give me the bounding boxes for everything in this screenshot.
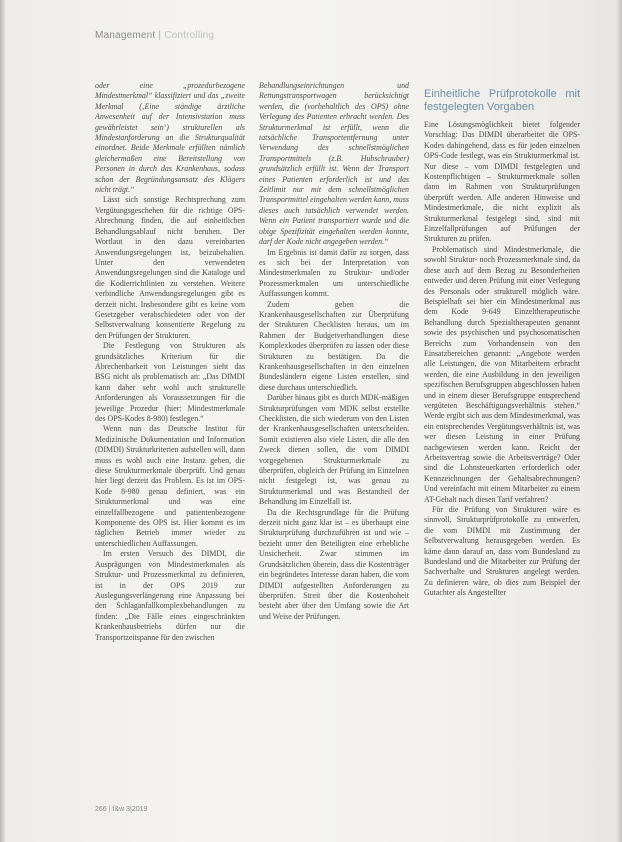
paragraph: Zudem geben die Krankenhausgesellschaften zur Überprüfung der Strukturen Checklisten heraus, um im Rahmen der Budgetverhandlungen diese Komplexkodes überprüfen zu lassen oder diese Strukturen zu bestätigen. Da die Krankenhausgesellschaften in den einzelnen Bundesländern eigene Listen erstellen, sind diese durchaus unterschiedlich. bbox=[259, 299, 409, 392]
paragraph: Behandlungseinrichtungen und Rettungstransportwagen berücksichtigt werden, die (vorbehaltlich des OPS) ohne Verlegung des Patienten erbracht werden. Des Strukturmerkmal ist erfüllt, wenn die tatsächliche Transportentfernung unter Verwendung des schnellstmöglichen Transportmittels (z.B. Hubschrauber) grundsätzlich erfüllt ist. Wenn der Transport eines Patienten erforderlich ist und das Zeitlimit nur mit dem schnellstmöglichen Transportmittel eingehalten werden kann, muss dieses auch tatsächlich verwendet werden. Wenn ein Patient transportiert wurde und die obige Spezifizität eingehalten werden konnte, darf der Kode nicht angegeben werden.“ bbox=[259, 81, 409, 247]
section-heading: Einheitliche Prüfprotokolle mit festgelegten Vorgaben bbox=[424, 88, 580, 113]
text-column-2 bbox=[259, 81, 409, 631]
header-section: Management bbox=[95, 30, 156, 41]
paragraph: Die Festlegung von Strukturen als grundsätzliches Kriterium für die Abrechenbarkeit von Leistungen sieht das BSG nicht als problematisch an: „Das DIMDI kann daher sehr wohl auch strukturelle Anforderungen als Voraussetzungen für die jeweilige Prozedur (hier: Mindestmerkmale des OPS-Kodes 8-980) festlegen.“ bbox=[95, 341, 245, 423]
paragraph: Lässt sich sonstige Rechtsprechung zum Vergütungsgeschehen für die richtige OPS-Abrechnung finden, die auf einheitlichen Behandlungsablauf nicht beruhen. Der Wortlaut in den dazu vereinbarten Anwendungsregelungen ist, beizubehalten. Unter den verwendeten Anwendungsregelungen sind die Kataloge und die Kodierrichtlinien zu verstehen. Weitere verbindliche Anwendungsregelungen gibt es derzeit nicht. Insbesondere gibt es keine vom Gesetzgeber verabschiedeten oder von der Selbstverwaltung konsentierte Regelung zu den Prüfungen der Strukturen. bbox=[95, 195, 245, 340]
paragraph: Problematisch sind Mindestmerkmale, die sowohl Struktur- noch Prozessmerkmale sind, da diese auch auf dem Bezug zu Besonderheiten entweder und deren Prüfung mit einer Verlegung des Personals oder strukturell möglich wäre. Beispielhaft sei hier ein Mindestmerkmal aus dem Kode 9-649 Einzeltherapeutische Behandlung durch Spezialtherapeuten genannt sowie des psychischen und psychosomatischen Bereichs zum Vorhandensein von den Einsatzbereichen genannt: „Angebote werden alle Leistungen, die von Mitarbeitern erbracht werden, die eine Ausbildung in den jeweiligen spezifischen Berufsgruppen abgeschlossen haben und in einem dieser Berufsgruppe entsprechend vergüteten Beschäftigungsverhältnis stehen.“ Werde ergibt sich aus dem Mindestmerkmal, was ein entsprechendes Vergütungsverhältnis ist, was wer diesen Leistung in einer Prüfung nachgewiesen werden kann. Reicht der Arbeitsvertrag sowie die Arbeitsverträge? Oder sind die Lohnsteuerkarten erforderlich oder Kennzeichnungen der Gehaltsabrechnungen? Und vereinfacht mit einem Mitarbeiter zu einem AT-Gehalt nach diesen Tarif verfahren? bbox=[424, 244, 580, 504]
paragraph: Für die Prüfung von Strukturen wäre es sinnvoll, Strukturprüfprotokolle zu entwerfen, die vom DIMDI mit Zustimmung der Selbstverwaltung herausgegeben werden. Es käme dann darauf an, dass vom Bundesland zu Bundesland und die Mitarbeiter zur Prüfung der Sachverhalte und Strukturen angelegt werden. Zu definieren wäre, ob dies zum Beispiel der Gutachter als Angestellter bbox=[424, 505, 580, 598]
journal-name: f&w 3|2019 bbox=[112, 806, 148, 813]
paragraph: Im Ergebnis ist damit dafür zu sorgen, dass es sich bei der Interpretation von Mindestmerkmalen zu Struktur- und/oder Prozessmerkmalen um unterschiedliche Auffassungen kommt. bbox=[259, 247, 409, 299]
text-column-1 bbox=[95, 81, 245, 789]
page-left-shadow bbox=[0, 0, 6, 842]
paragraph: Da die Rechtsgrundlage für die Prüfung derzeit nicht ganz klar ist – es überhaupt eine Strukturprüfung durchzuführen ist und wie – bezieht unter den Beteiligten eine erhebliche Unsicherheit. Zwar stimmen im Grundsätzlichen überein, dass die Kostenträger ein begründetes Interesse daran haben, die vom DIMDI aufgestellten Anforderungen zu überprüfen. Streit über die Kostenhoheit besteht aber über den Umfang sowie die Art und Weise der Prüfungen. bbox=[259, 507, 409, 621]
text-column-3 bbox=[424, 88, 580, 788]
header-subsection: Controlling bbox=[164, 30, 215, 41]
paragraph: Darüber hinaus gibt es durch MDK-mäßigen Strukturprüfungen vom MDK selbst erstellte Checklisten, die sich wiederum von den Listen der Krankenhausgesellschaften unterscheiden. Somit existieren also viele Listen, die alle den Zweck dienen sollen, die vom DIMDI vorgegebenen Strukturmerkmale zu überprüfen, obgleich der Prüfung im Einzelnen nicht festgelegt ist, was genau zu Strukturmerkmal und was Bestandteil der Behandlung im Einzelfall ist. bbox=[259, 393, 409, 507]
paragraph: Im ersten Versuch des DIMDI, die Ausprägungen von Mindestmerkmalen als Struktur- und Prozessmerkmal zu definieren, ist in der OPS 2019 zur Auslegungsverlängerung eine Anpassung bei den Schlaganfallkomplexbehandlungen zu finden: „Die Fälle eines eingeschränkten Krankenhausbetriebs dürfen nur die Transportzeitspanne für den zwischen bbox=[95, 549, 245, 642]
page-right-shadow bbox=[616, 0, 622, 842]
footer-separator: | bbox=[108, 806, 111, 813]
header-separator: | bbox=[158, 30, 162, 41]
paragraph: oder eine „prozedurbezogene Mindestmerkmal“ klassifiziert und das „zweite Merkmal (‚Eine ständige ärztliche Anwesenheit auf der Intensivstation muss gewährleistet sein‘) strukturellen als Mindestanforderung an die Strukturqualität einordnet. Beide Merkmale erfüllten nämlich gleichermaßen eine Bereitstellung von Personen in durch das Krankenhaus, sodass schon der Begründungsansatz des Klägers nicht trägt.“ bbox=[95, 81, 245, 195]
running-header bbox=[95, 30, 214, 41]
page-number: 266 bbox=[95, 806, 107, 813]
page-footer bbox=[95, 806, 147, 813]
paragraph: Eine Lösungsmöglichkeit bietet folgender Vorschlag: Das DIMDI überarbeitet die OPS-Kodes dahingehend, dass es für jeden einzelnen OPS-Code festlegt, was ein Strukturmerkmal ist. Nur diese – vom DIMDI festgelegten und Kostenpflichtigen – Strukturmerkmale sollen dann im Rahmen von Strukturprüfungen überprüft werden. Alle anderen Hinweise und Mindestmerkmale, die nicht explizit als Strukturmerkmal festgelegt sind, sind mit Einzelfallprüfungen auf Prüfungen der Strukturen zu prüfen. bbox=[424, 120, 580, 244]
paragraph: Wenn nun das Deutsche Institut für Medizinische Dokumentation und Information (DIMDI) Strukturkriterien aufstellen will, dann muss es wohl auch eine Instanz geben, die diese Strukturmerkmale überprüft. Und genau hier liegt derzeit das Problem. Es ist im OPS-Kode 8-980 genau definiert, was ein Strukturmerkmal und was eine einzelfallbezogene und patientenbezogene Komponente des OPS ist. Hier kommt es im täglichen Betrieb immer wieder zu unterschiedlichen Auffassungen. bbox=[95, 424, 245, 548]
